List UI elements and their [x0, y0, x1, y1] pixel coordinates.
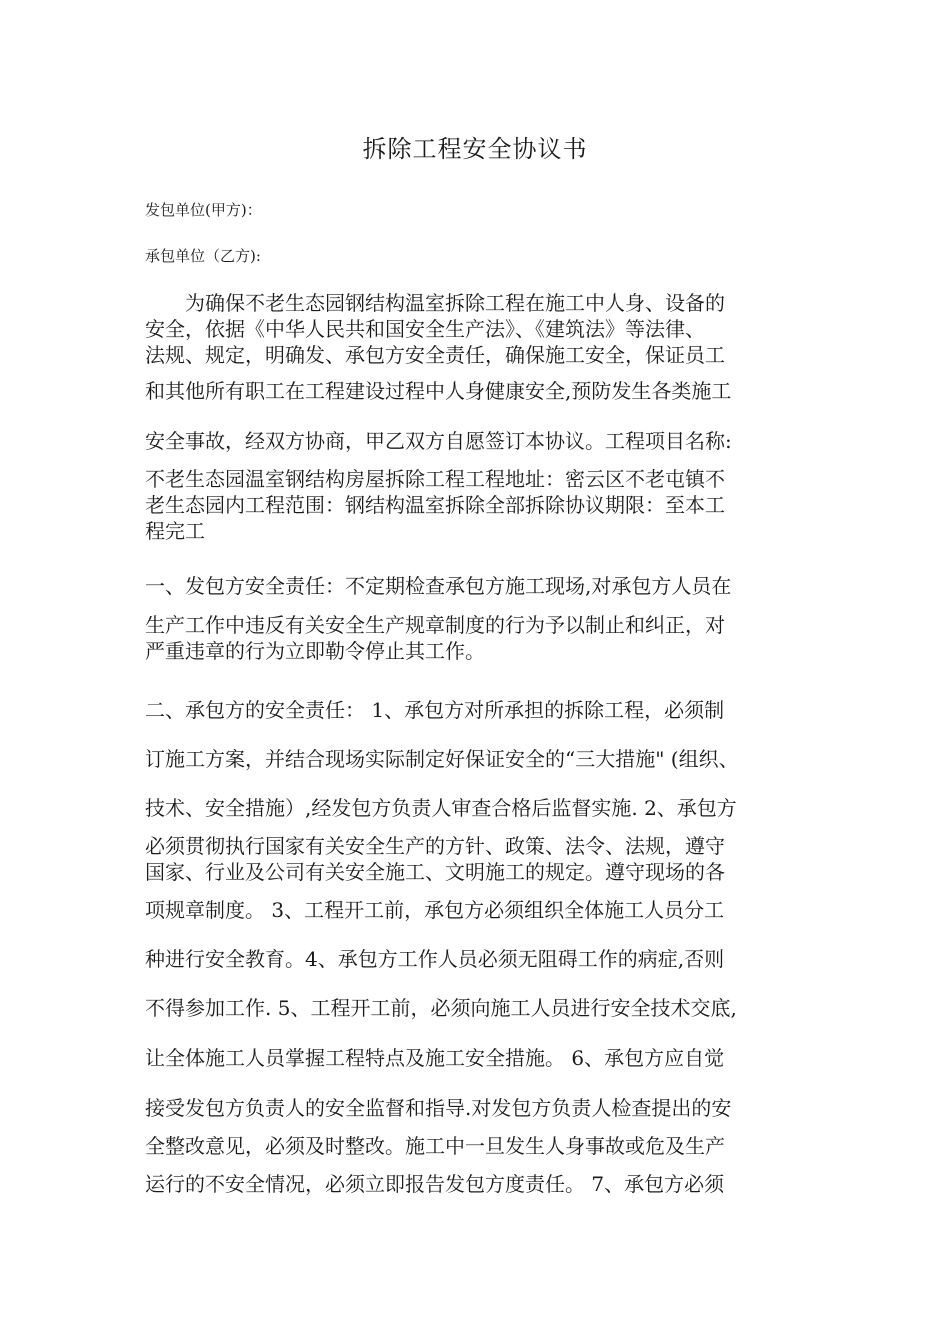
- section-one-line: 严重违章的行为立即勒令停止其工作。: [145, 639, 485, 663]
- section-two-line: 运行的不安全情况，必须立即报告发包方度责任。 7、承包方必须: [145, 1172, 725, 1196]
- body-line: 安全事故，经双方协商，甲乙双方自愿签订本协议。工程项目名称:: [145, 429, 732, 453]
- section-two-line: 必须贯彻执行国家有关安全生产的方针、政策、法令、法规，遵守: [145, 834, 725, 858]
- body-line: 安全，依据《中华人民共和国安全生产法》、《建筑法》等法律、: [145, 317, 705, 341]
- section-two-line: 接受发包方负责人的安全监督和指导.对发包方负责人检查提出的安: [145, 1096, 732, 1120]
- body-line: 不老生态园温室钢结构房屋拆除工程工程地址：密云区不老屯镇不: [145, 467, 725, 491]
- body-line: 法规、规定，明确发、承包方安全责任，确保施工安全，保证员工: [145, 343, 725, 367]
- section-two-line: 种进行安全教育。4、承包方工作人员必须无阻碍工作的病症,否则: [145, 947, 725, 971]
- document-title: 拆除工程安全协议书: [362, 135, 588, 163]
- body-line: 老生态园内工程范围：钢结构温室拆除全部拆除协议期限：至本工: [145, 493, 725, 517]
- section-one-line: 一、发包方安全责任：不定期检查承包方施工现场,对承包方人员在: [145, 574, 732, 598]
- body-line: 为确保不老生态园钢结构温室拆除工程在施工中人身、设备的: [145, 291, 725, 315]
- party-a-label: 发包单位(甲方)：: [145, 201, 262, 219]
- section-two-line: 全整改意见，必须及时整改。施工中一旦发生人身事故或危及生产: [145, 1134, 725, 1158]
- section-two-line: 不得参加工作. 5、工程开工前，必须向施工人员进行安全技术交底,: [145, 996, 737, 1020]
- section-two-line: 二、承包方的安全责任： 1、承包方对所承担的拆除工程，必须制: [145, 698, 725, 722]
- party-b-label: 承包单位（乙方):: [145, 247, 261, 265]
- body-line: 和其他所有职工在工程建设过程中人身健康安全,预防发生各类施工: [145, 379, 732, 403]
- section-one-line: 生产工作中违反有关安全生产规章制度的行为予以制止和纠正，对: [145, 613, 725, 637]
- section-two-line: 订施工方案，并结合现场实际制定好保证安全的“三大措施" (组织、: [145, 747, 739, 771]
- section-two-line: 让全体施工人员掌握工程特点及施工安全措施。 6、承包方应自觉: [145, 1046, 725, 1070]
- section-two-line: 国家、行业及公司有关安全施工、文明施工的规定。遵守现场的各: [145, 860, 725, 884]
- body-line: 程完工: [145, 519, 205, 543]
- section-two-line: 项规章制度。 3、工程开工前，承包方必须组织全体施工人员分工: [145, 898, 725, 922]
- section-two-line: 技术、安全措施）,经发包方负责人审查合格后监督实施. 2、承包方: [145, 796, 737, 820]
